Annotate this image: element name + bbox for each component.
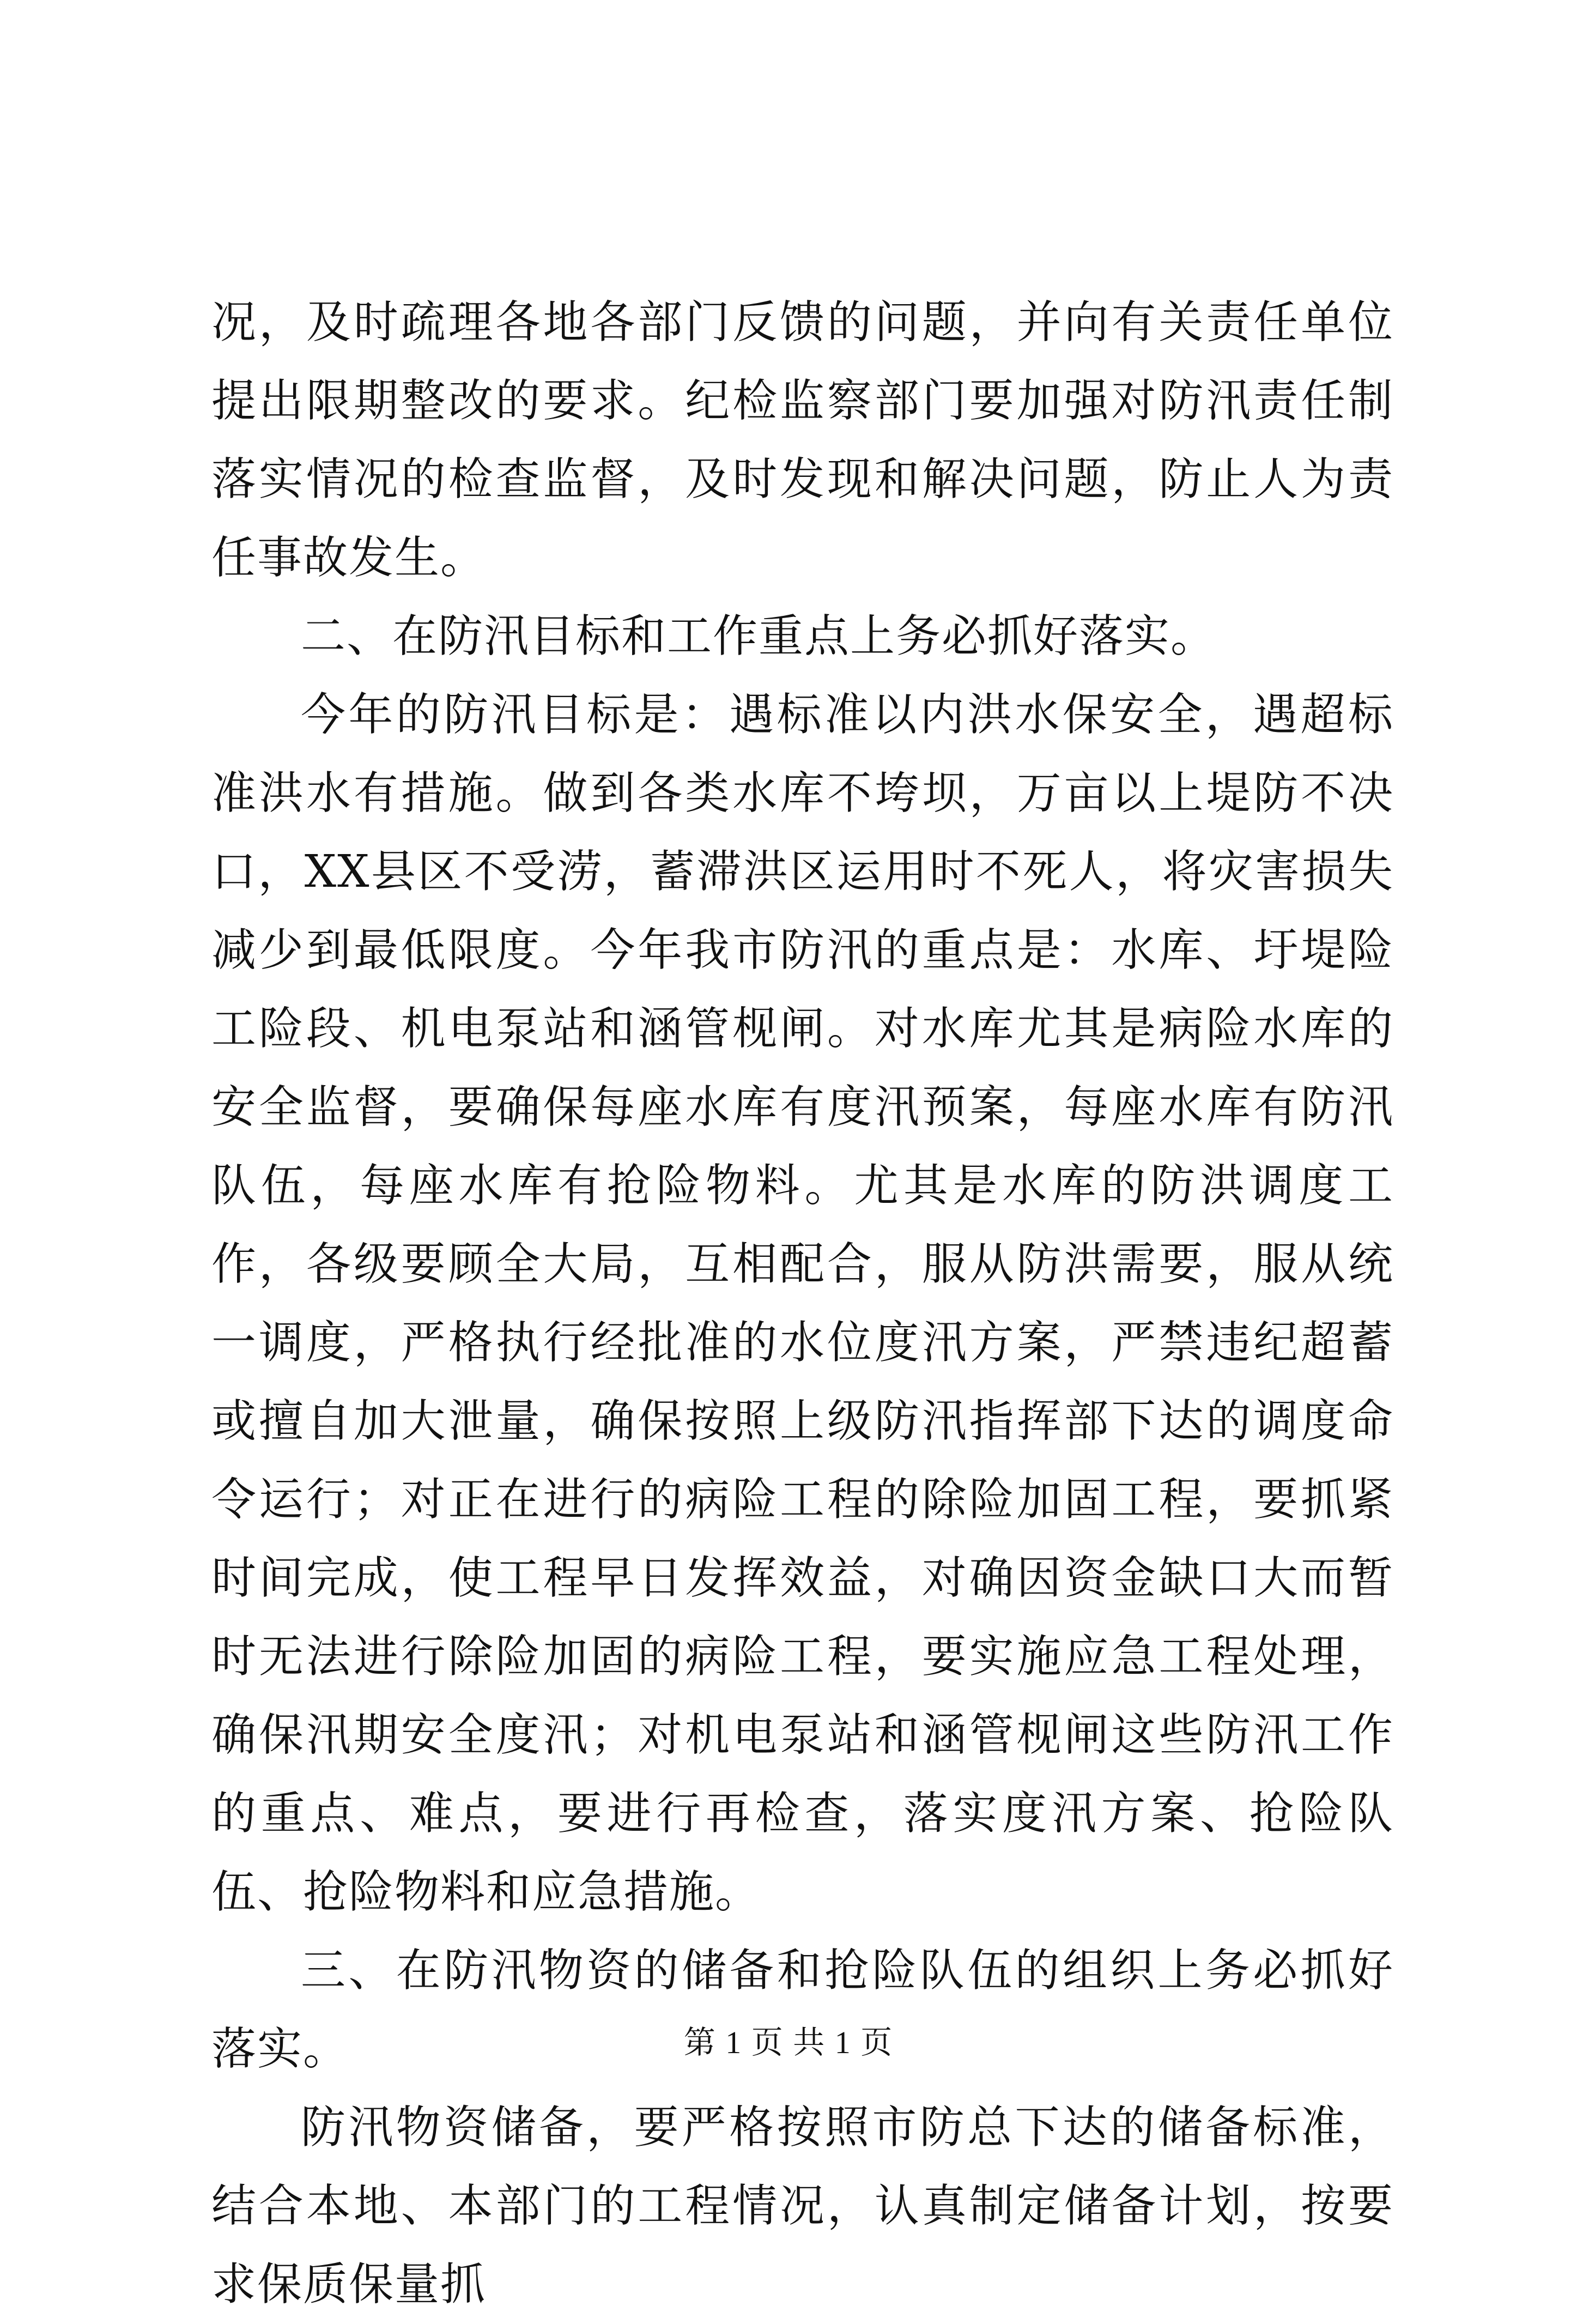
section-heading-3: 三、在防汛物资的储备和抢险队伍的组织上务必抓好落实。 (211, 1945, 1394, 2075)
page-footer (0, 2017, 1577, 2062)
section-heading-2: 二、在防汛目标和工作重点上务必抓好落实。 (301, 610, 1217, 662)
page-number: 第 1 页 共 1 页 (683, 2025, 894, 2060)
paragraph-materials: 防汛物资储备，要严格按照市防总下达的储备标准，结合本地、本部门的工程情况，认真制定储备计划，按要求保质保量抓 (211, 2102, 1394, 2310)
paragraph-continuation: 况，及时疏理各地各部门反馈的问题，并向有关责任单位提出限期整改的要求。纪检监察部门要加强对防汛责任制落实情况的检查监督，及时发现和解决问题，防止人为责任事故发生。 (211, 296, 1394, 584)
paragraph-flood-goals: 今年的防汛目标是：遇标准以内洪水保安全，遇超标准洪水有措施。做到各类水库不垮坝，万亩以上堤防不决口，XX县区不受涝，蓄滞洪区运用时不死人，将灾害损失减少到最低限度。今年我市防汛的重点是：水库、圩堤险工险段、机电泵站和涵管枧闸。对水库尤其是病险水库的安全监督，要确保每座水库有度汛预案，每座水库有防汛队伍，每座水库有抢险物料。尤其是水库的防洪调度工作，各级要顾全大局，互相配合，服从防洪需要，服从统一调度，严格执行经批准的水位度汛方案，严禁违纪超蓄或擅自加大泄量，确保按照上级防汛指挥部下达的调度命令运行；对正在进行的病险工程的除险加固工程，要抓紧时间完成，使工程早日发挥效益，对确因资金缺口大而暂时无法进行除险加固的病险工程，要实施应急工程处理，确保汛期安全度汛；对机电泵站和涵管枧闸这些防汛工作的重点、难点，要进行再检查，落实度汛方案、抢险队伍、抢险物料和应急措施。 (211, 689, 1394, 1918)
